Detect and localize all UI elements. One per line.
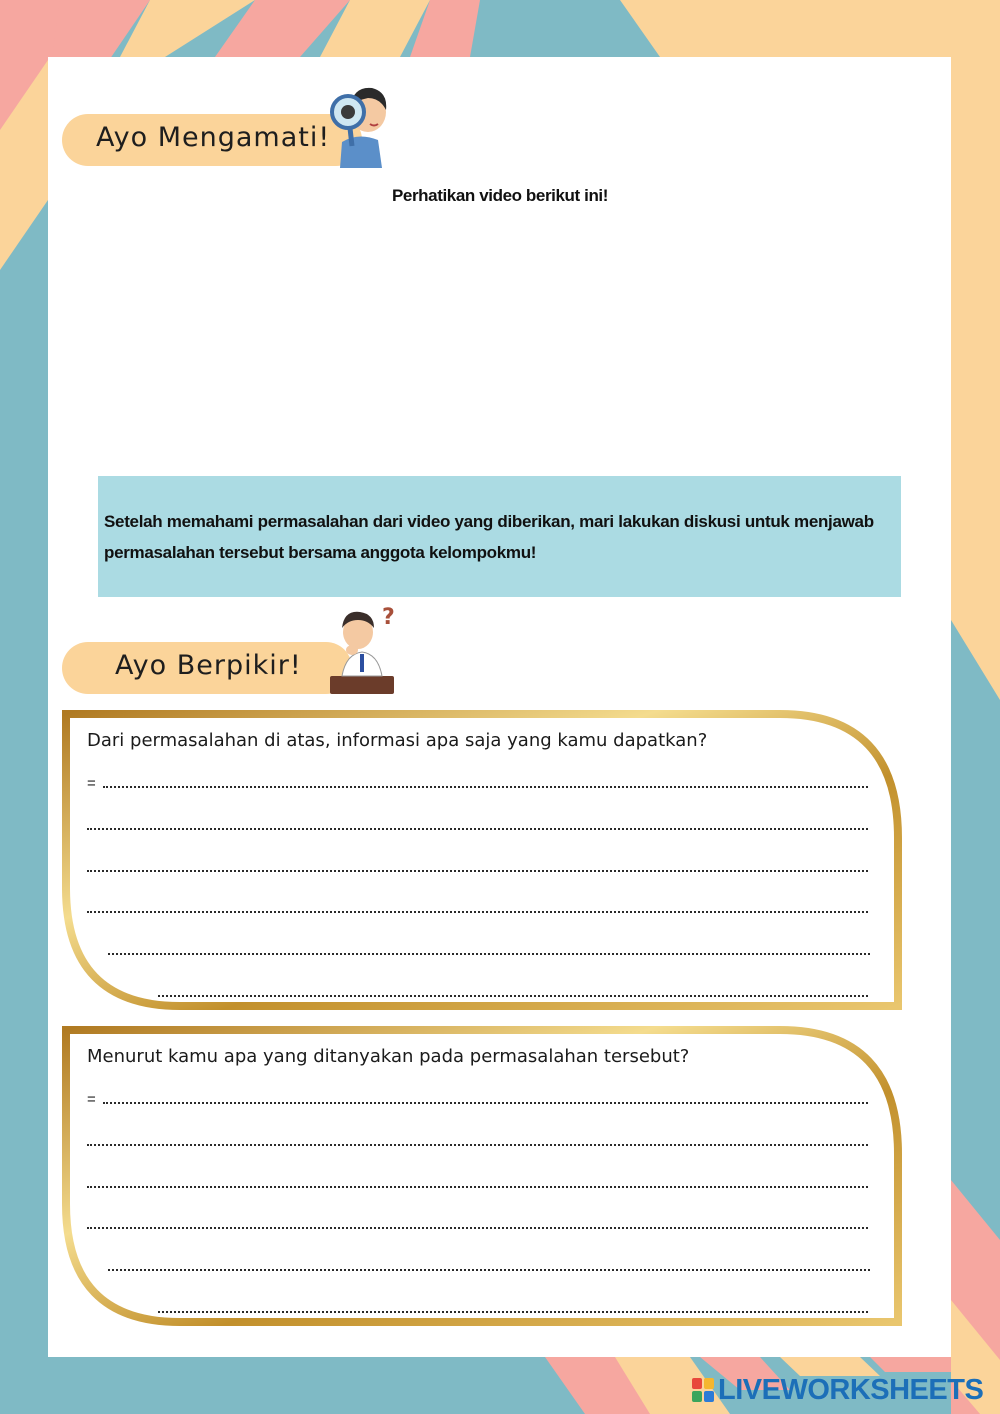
svg-text:?: ? xyxy=(382,605,395,630)
magnifier-boy-icon xyxy=(328,82,390,168)
question-frame-2 xyxy=(60,1024,906,1330)
section2-title: Ayo Berpikir! xyxy=(115,650,302,681)
section1-title: Ayo Mengamati! xyxy=(96,122,331,153)
question-frame-1 xyxy=(60,708,906,1014)
info-box-text: Setelah memahami permasalahan dari video yang diberikan, mari lakukan diskusi untuk menjawab permasalahan tersebut bersama anggota kelompokmu! xyxy=(104,512,874,562)
question-2-text: Menurut kamu apa yang ditanyakan pada permasalahan tersebut? xyxy=(87,1046,690,1067)
thinking-boy-icon xyxy=(326,604,398,696)
answer-2-line-2[interactable] xyxy=(87,1144,868,1146)
liveworksheets-watermark xyxy=(692,1372,983,1408)
answer-2-line-5[interactable] xyxy=(108,1269,870,1271)
watermark-text: LIVEWORKSHEETS xyxy=(718,1373,984,1406)
answer-1-line-2[interactable] xyxy=(87,828,868,830)
answer-1-line-1[interactable] xyxy=(103,786,868,788)
video-instruction: Perhatikan video berikut ini! xyxy=(391,186,609,205)
answer-2-line-4[interactable] xyxy=(87,1227,868,1229)
discussion-info-box xyxy=(98,476,901,597)
answer-1-line-3[interactable] xyxy=(87,870,868,872)
answer-1-prefix: = xyxy=(87,775,96,792)
liveworksheets-logo-icon xyxy=(692,1378,714,1402)
answer-1-line-5[interactable] xyxy=(108,953,870,955)
answer-2-line-1[interactable] xyxy=(103,1102,868,1104)
answer-2-prefix: = xyxy=(87,1091,96,1108)
answer-1-line-6[interactable] xyxy=(158,995,868,997)
question-1-text: Dari permasalahan di atas, informasi apa saja yang kamu dapatkan? xyxy=(87,730,708,751)
answer-1-line-4[interactable] xyxy=(87,911,868,913)
answer-2-line-3[interactable] xyxy=(87,1186,868,1188)
answer-2-line-6[interactable] xyxy=(158,1311,868,1313)
